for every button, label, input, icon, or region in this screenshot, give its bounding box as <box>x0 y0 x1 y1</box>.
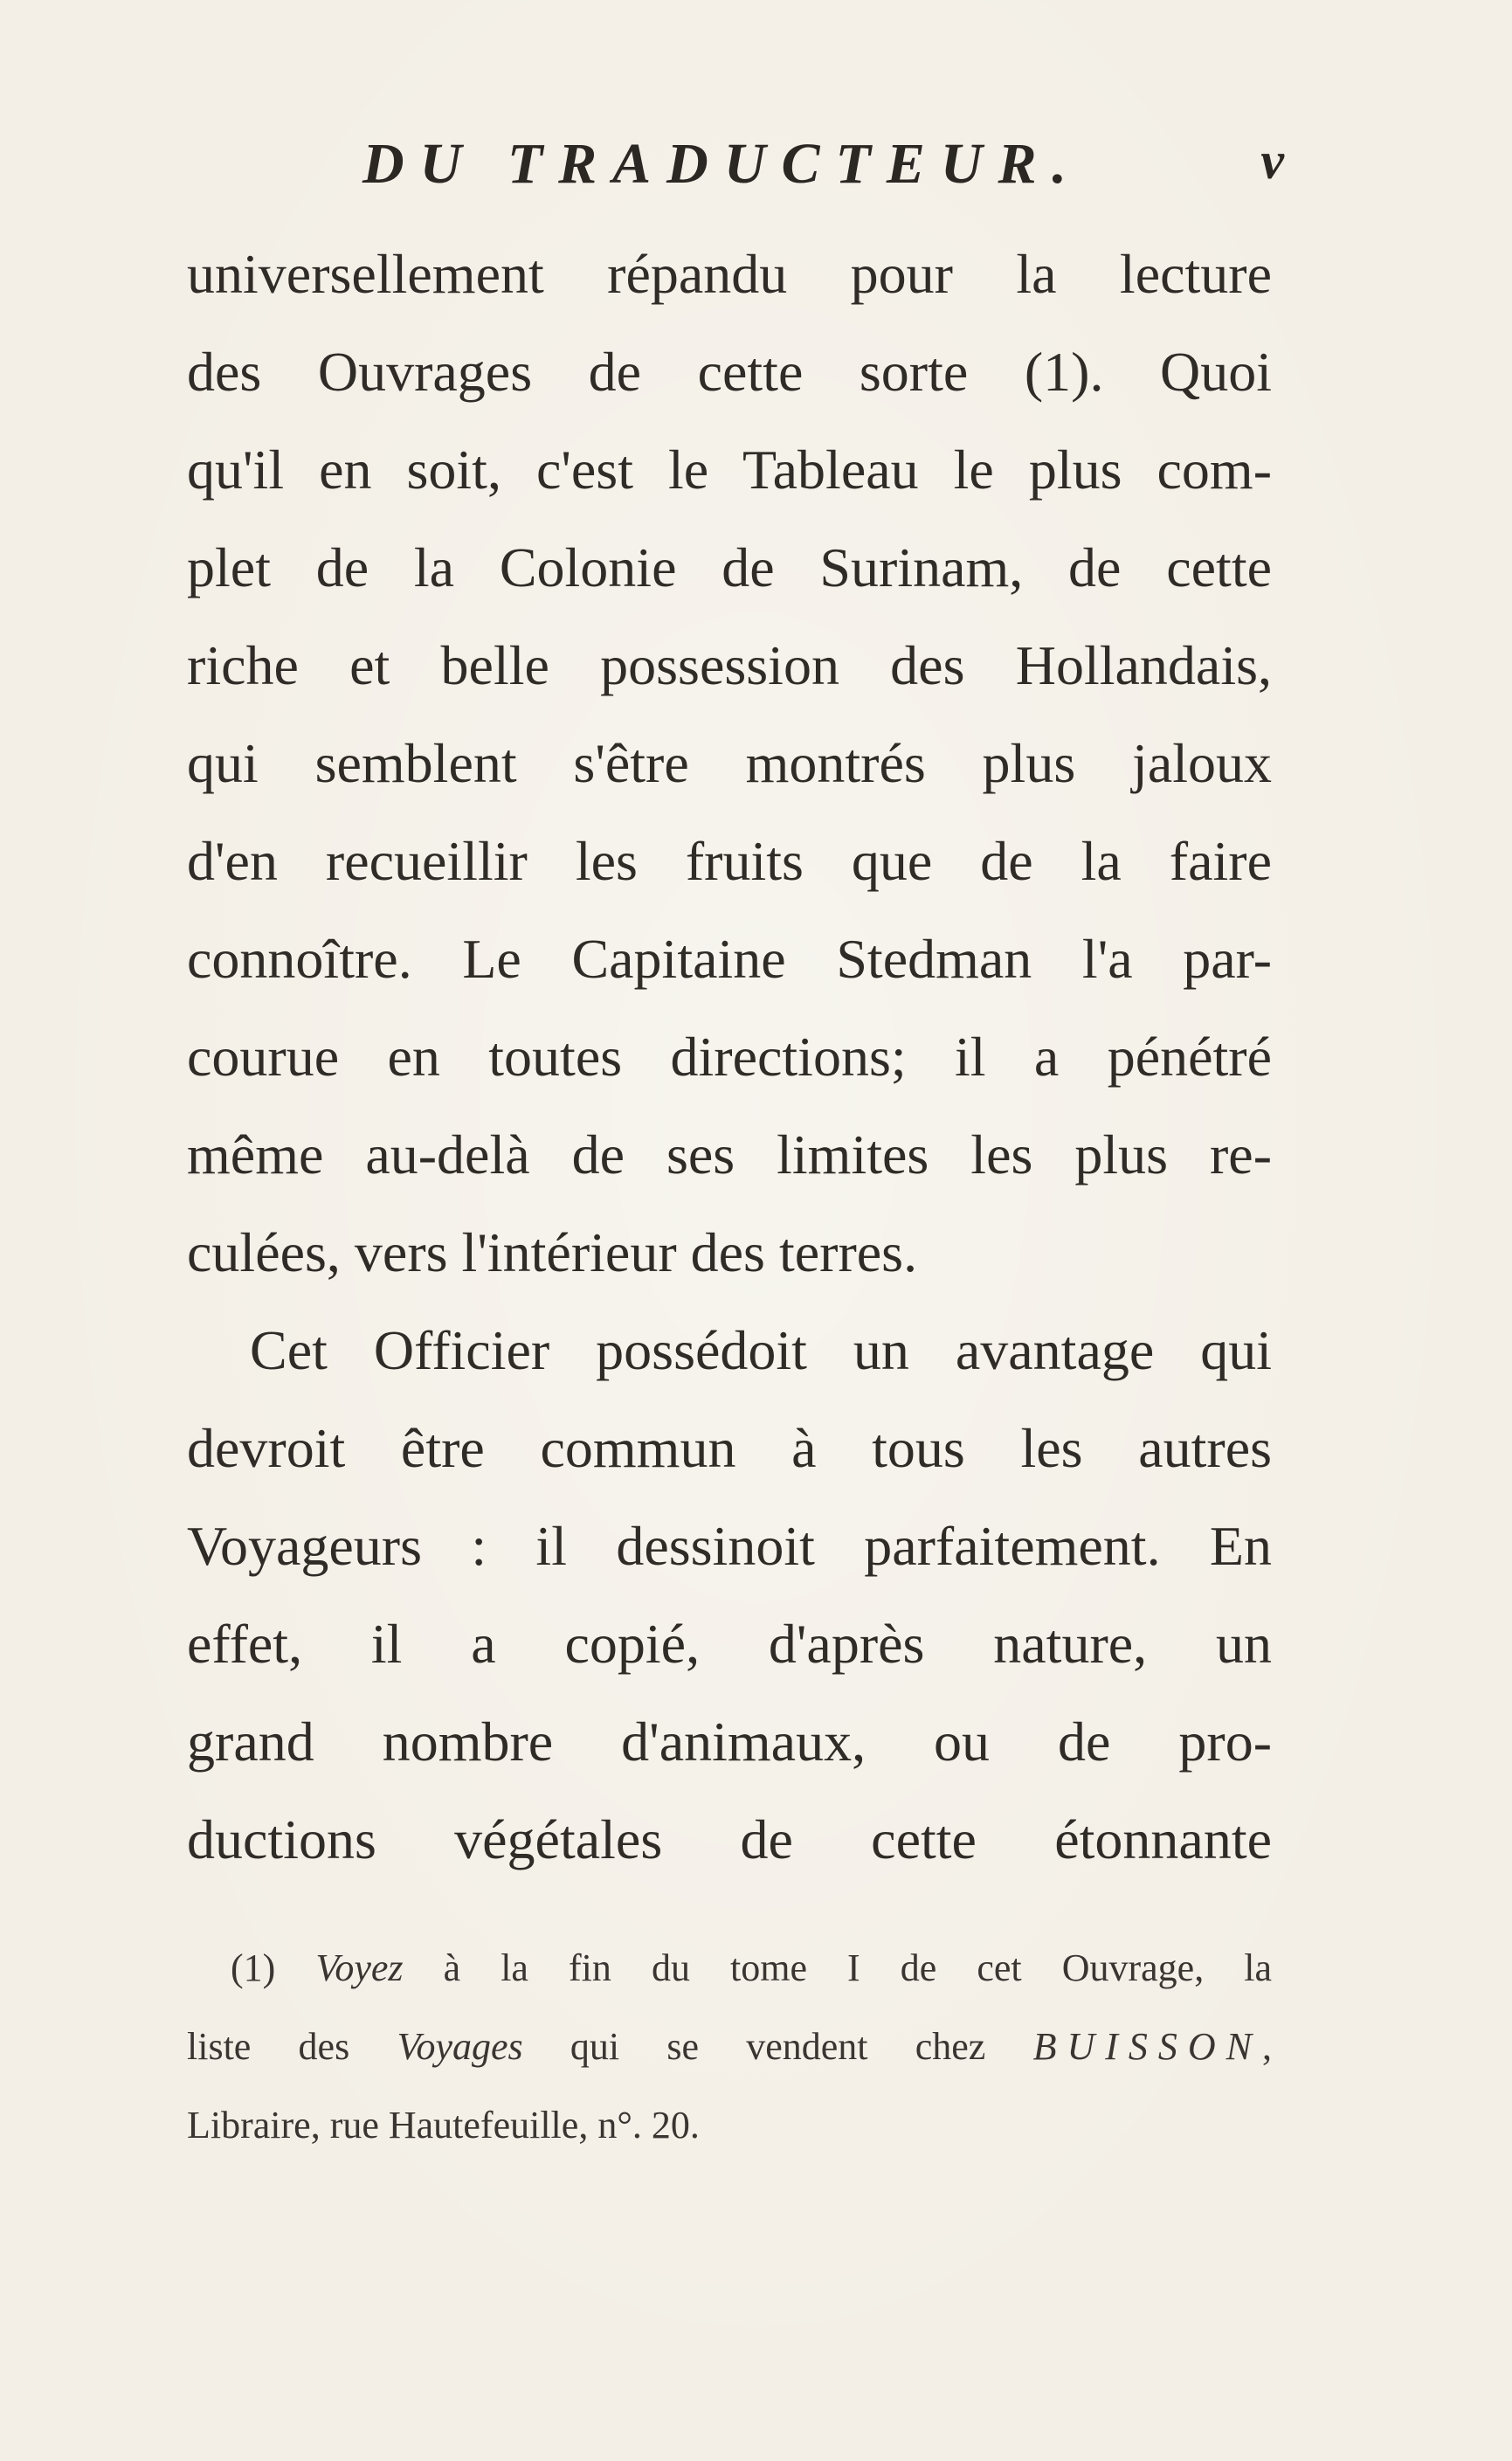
text-line: devroit être commun à tous les autres <box>187 1417 1272 1479</box>
text-line: Voyageurs : il dessinoit parfaitement. En <box>187 1515 1272 1577</box>
text-line: riche et belle possession des Hollandais, <box>187 634 1272 696</box>
page-number: v <box>1260 132 1284 190</box>
footnote-italic-word: Voyages <box>397 2025 523 2068</box>
paragraph-start-line: Cet Officier possédoit un avantage qui <box>250 1319 1272 1381</box>
footnote-line <box>187 1929 1272 2008</box>
text-line: qui semblent s'être montrés plus jaloux <box>187 732 1272 794</box>
footnote-marker: (1) <box>231 1946 316 1989</box>
footnote-line: Libraire, rue Hautefeuille, n°. 20. <box>187 2104 700 2146</box>
footnote-text: , <box>1262 2025 1272 2068</box>
body-text <box>187 225 1272 1889</box>
footnote-publisher-name: BUISSON <box>1032 2025 1262 2068</box>
text-line: effet, il a copié, d'après nature, un <box>187 1613 1272 1675</box>
text-line: universellement répandu pour la lecture <box>187 243 1272 305</box>
text-line: courue en toutes directions; il a pénétré <box>187 1026 1272 1088</box>
text-line: connoître. Le Capitaine Stedman l'a par- <box>187 928 1272 990</box>
text-line: même au-delà de ses limites les plus re- <box>187 1123 1272 1186</box>
text-line: culées, vers l'intérieur des terres. <box>187 1221 918 1283</box>
footnote-text: à la fin du tome I de cet Ouvrage, la <box>403 1946 1273 1989</box>
footnote-italic-word: Voyez <box>315 1946 404 1989</box>
text-line: des Ouvrages de cette sorte (1). Quoi <box>187 341 1272 403</box>
running-head <box>188 131 1284 210</box>
running-title: DU TRADUCTEUR. <box>362 132 1083 196</box>
text-line: d'en recueillir les fruits que de la faire <box>187 830 1272 892</box>
footnote <box>187 1929 1272 2165</box>
text-line: plet de la Colonie de Surinam, de cette <box>187 536 1272 598</box>
footnote-text: liste des <box>187 2025 397 2068</box>
text-line: grand nombre d'animaux, ou de pro- <box>187 1711 1272 1773</box>
text-line: ductions végétales de cette étonnante <box>187 1808 1272 1870</box>
footnote-text: qui se vendent chez <box>522 2025 1033 2068</box>
text-line: qu'il en soit, c'est le Tableau le plus com- <box>187 439 1272 501</box>
footnote-line <box>187 2008 1272 2086</box>
